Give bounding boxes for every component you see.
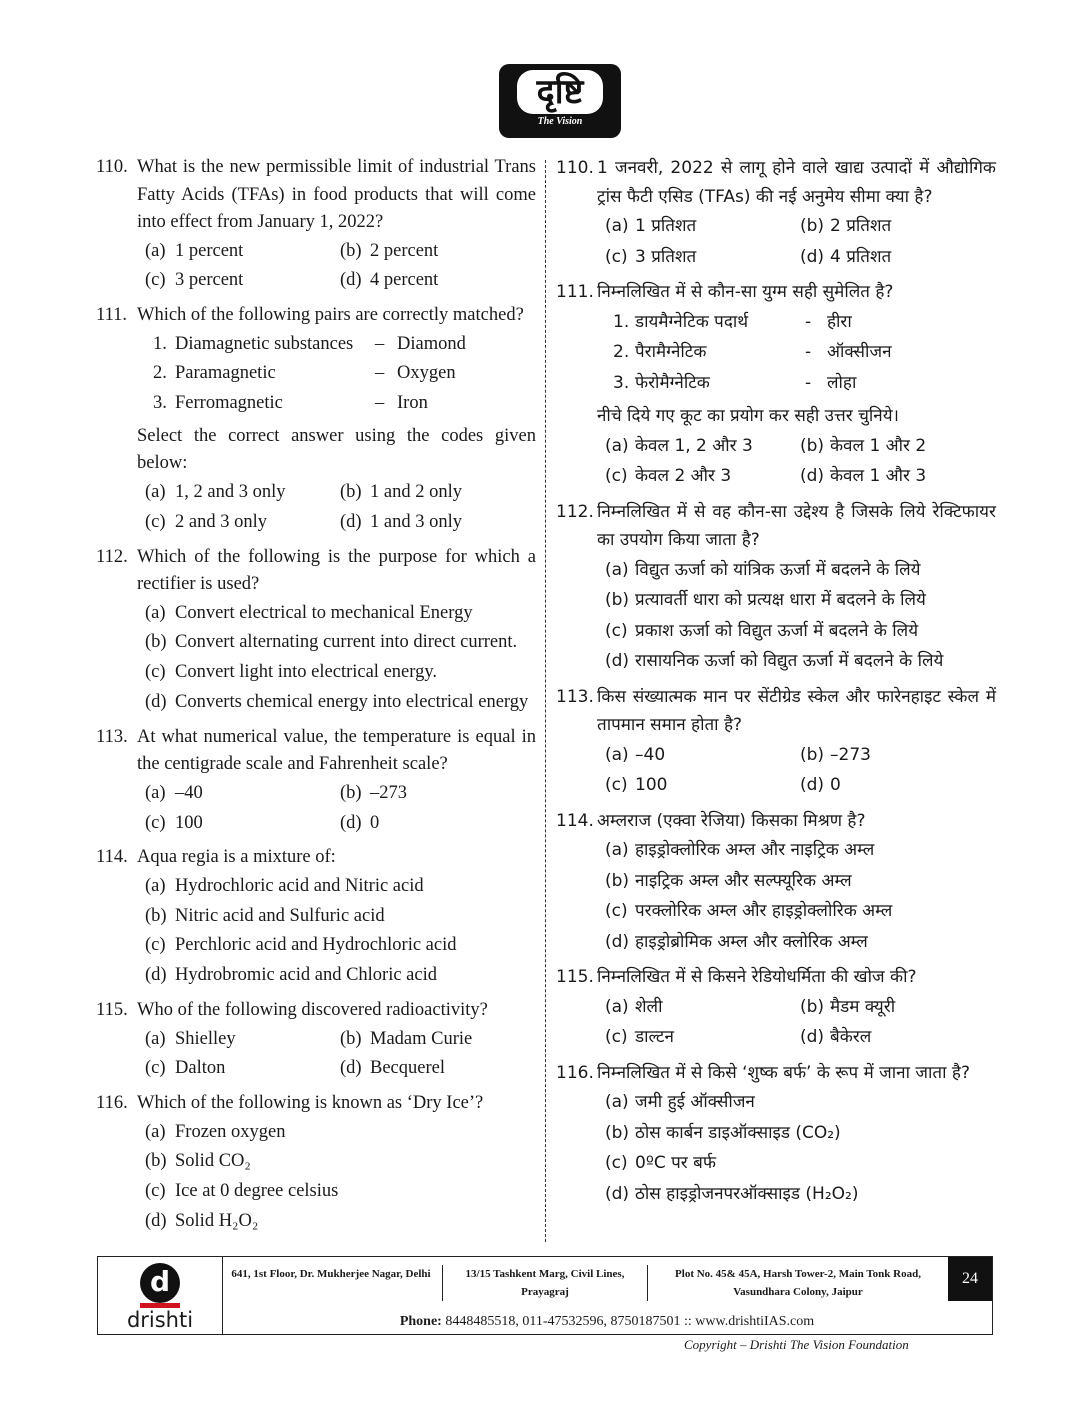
option-letter: (c) xyxy=(145,1181,166,1202)
option-letter: (a) xyxy=(605,435,629,456)
pair-number: 3. xyxy=(153,393,167,414)
phone-numbers: 8448485518, 011-47532596, 8750187501 :: www.drishtiIAS.com xyxy=(445,1314,815,1329)
option xyxy=(605,211,800,242)
option-text: Hydrobromic acid and Chloric acid xyxy=(175,965,437,986)
option-letter: (a) xyxy=(145,240,166,261)
pair-match: Diamond xyxy=(397,333,466,354)
option xyxy=(340,478,536,508)
question xyxy=(556,498,996,555)
option-text: 2 percent xyxy=(370,240,439,261)
option-text: 0ºC पर बर्फ xyxy=(635,1153,716,1173)
option xyxy=(605,927,996,958)
phone-label: Phone: xyxy=(399,1314,442,1329)
option xyxy=(605,461,800,492)
address-prayagraj: 13/15 Tashkent Marg, Civil Lines, Prayagraj xyxy=(442,1265,647,1301)
option xyxy=(605,616,996,647)
option xyxy=(800,211,996,242)
question-number: 113. xyxy=(96,726,128,747)
column-divider xyxy=(545,160,546,1242)
option-text: शेली xyxy=(635,996,663,1017)
option xyxy=(605,585,996,616)
question xyxy=(96,997,536,1025)
option-letter: (d) xyxy=(340,270,362,291)
option-letter: (a) xyxy=(605,216,629,236)
drishti-logo xyxy=(499,64,621,138)
option xyxy=(145,961,536,991)
option xyxy=(340,237,536,267)
options xyxy=(145,237,536,297)
option-letter: (b) xyxy=(340,1028,362,1049)
question-text: Which of the following pairs are correctly matched? xyxy=(137,305,524,326)
logo-text: दृष्टि xyxy=(517,70,603,114)
question-number: 113. xyxy=(556,686,594,707)
pair-row xyxy=(613,307,996,338)
option-letter: (a) xyxy=(145,602,166,623)
option-text: हाइड्रोब्रोमिक अम्ल और क्लोरिक अम्ल xyxy=(635,931,868,952)
question-block xyxy=(96,154,536,296)
question xyxy=(96,1090,536,1118)
option-text: ठोस हाइड्रोजनपरऑक्साइड (H₂O₂) xyxy=(635,1183,859,1204)
question-block xyxy=(556,278,996,492)
question xyxy=(96,724,536,779)
question xyxy=(96,844,536,872)
question xyxy=(96,544,536,599)
pair-term: डायमैग्नेटिक पदार्थ xyxy=(635,311,749,332)
option-text: Shielley xyxy=(175,1028,236,1049)
option xyxy=(340,266,536,296)
pair-term: Paramagnetic xyxy=(175,363,276,384)
option-letter: (d) xyxy=(605,651,630,671)
option-letter: (d) xyxy=(340,1058,362,1079)
option-letter: (c) xyxy=(605,1153,628,1173)
option-text: 2 प्रतिशत xyxy=(830,216,892,236)
option xyxy=(145,599,536,629)
option-letter: (d) xyxy=(800,775,825,795)
option xyxy=(605,740,800,771)
option xyxy=(145,1177,536,1207)
options xyxy=(145,1118,536,1237)
question-block xyxy=(96,1090,536,1237)
options xyxy=(605,431,996,492)
option-letter: (b) xyxy=(800,435,825,456)
options xyxy=(605,835,996,957)
question-block xyxy=(556,1059,996,1210)
option-letter: (a) xyxy=(145,481,166,502)
option-letter: (c) xyxy=(605,466,628,486)
option xyxy=(145,872,536,902)
option-letter: (d) xyxy=(340,511,362,532)
pair-term: पैरामैग्नेटिक xyxy=(635,342,707,362)
options xyxy=(145,599,536,718)
option-text: 100 xyxy=(635,775,668,795)
option xyxy=(605,896,996,927)
option xyxy=(145,931,536,961)
option xyxy=(605,1179,996,1210)
option-text: –273 xyxy=(370,782,407,803)
phone-line xyxy=(222,1314,992,1330)
option-letter: (d) xyxy=(800,246,825,267)
question-block xyxy=(96,724,536,839)
option-letter: (c) xyxy=(605,901,628,921)
pair-term: Ferromagnetic xyxy=(175,393,283,414)
option xyxy=(340,779,536,809)
option-letter: (c) xyxy=(605,775,628,795)
option-text: –273 xyxy=(830,744,871,765)
pair-term: Diamagnetic substances xyxy=(175,333,354,354)
option-text: 0 xyxy=(830,775,841,795)
question xyxy=(556,154,996,211)
pair-match: लोहा xyxy=(827,372,857,393)
option-text: केवल 2 और 3 xyxy=(635,466,732,486)
option-letter: (d) xyxy=(145,965,167,986)
select-instruction: Select the correct answer using the codes given below: xyxy=(137,425,536,474)
question-text: Who of the following discovered radioactivity? xyxy=(137,1000,488,1021)
question-block xyxy=(96,302,536,537)
option-text: रासायनिक ऊर्जा को विद्युत ऊर्जा में बदलने के लिये xyxy=(635,651,944,671)
option-letter: (a) xyxy=(605,996,629,1017)
option-letter: (d) xyxy=(145,1211,167,1232)
option xyxy=(145,688,536,718)
pair-match: ऑक्सीजन xyxy=(827,342,892,362)
question xyxy=(556,683,996,740)
footer-logo xyxy=(98,1257,223,1334)
footer-brand: drishti xyxy=(126,1308,194,1332)
option-text: Solid CO₂ xyxy=(175,1151,251,1172)
option-text: केवल 1, 2 और 3 xyxy=(635,435,753,456)
pair-dash: – xyxy=(375,393,385,414)
option-letter: (d) xyxy=(605,1183,630,1204)
option-text: 1, 2 and 3 only xyxy=(175,481,286,502)
option xyxy=(145,508,340,538)
option-text: 3 percent xyxy=(175,270,244,291)
option-text: 100 xyxy=(175,812,203,833)
option-letter: (b) xyxy=(340,240,362,261)
question-number: 112. xyxy=(96,546,128,567)
option-letter: (b) xyxy=(340,481,362,502)
option-letter: (d) xyxy=(800,1027,825,1047)
match-pairs xyxy=(153,330,536,419)
pair-dash: - xyxy=(805,342,812,362)
footer xyxy=(97,1256,993,1335)
question-block xyxy=(556,807,996,958)
option-text: –40 xyxy=(175,782,203,803)
option xyxy=(145,902,536,932)
pair-number: 2. xyxy=(613,342,630,362)
options xyxy=(605,555,996,677)
option-text: 1 and 2 only xyxy=(370,481,462,502)
option xyxy=(800,770,996,801)
question-block xyxy=(96,544,536,718)
option-text: Solid H₂O₂ xyxy=(175,1211,259,1232)
question-number: 114. xyxy=(96,847,128,868)
option-text: केवल 1 और 3 xyxy=(830,466,927,486)
option-text: 1 and 3 only xyxy=(370,511,462,532)
option-letter: (b) xyxy=(800,744,825,765)
option-text: 3 प्रतिशत xyxy=(635,246,697,267)
option-text: 2 and 3 only xyxy=(175,511,267,532)
option-text: Hydrochloric acid and Nitric acid xyxy=(175,875,424,896)
option-letter: (c) xyxy=(145,812,166,833)
question-block xyxy=(556,963,996,1053)
pair-row xyxy=(153,359,536,389)
question-text: निम्नलिखित में से किसे ‘शुष्क बर्फ’ के रूप में जाना जाता है? xyxy=(597,1062,970,1083)
option-text: 4 प्रतिशत xyxy=(830,246,892,267)
hindi-column xyxy=(556,154,996,1215)
option xyxy=(800,431,996,462)
option-text: हाइड्रोक्लोरिक अम्ल और नाइट्रिक अम्ल xyxy=(635,840,875,860)
option-text: 1 percent xyxy=(175,240,244,261)
option-letter: (a) xyxy=(145,782,166,803)
option-text: प्रकाश ऊर्जा को विद्युत ऊर्जा में बदलने के लिये xyxy=(635,620,919,641)
option-text: Convert light into electrical energy. xyxy=(175,662,437,683)
option xyxy=(605,646,996,677)
pair-dash: - xyxy=(805,311,812,332)
question-block xyxy=(96,997,536,1084)
option-text: परक्लोरिक अम्ल और हाइड्रोक्लोरिक अम्ल xyxy=(635,901,893,921)
option xyxy=(800,992,996,1023)
option-letter: (c) xyxy=(605,1027,628,1047)
pair-match: हीरा xyxy=(827,311,852,332)
option-letter: (a) xyxy=(605,1092,629,1112)
option-text: Frozen oxygen xyxy=(175,1121,286,1142)
option-letter: (a) xyxy=(145,875,166,896)
drishti-d-icon: d xyxy=(140,1263,180,1303)
option-letter: (b) xyxy=(145,1151,167,1172)
option-letter: (a) xyxy=(145,1121,166,1142)
option xyxy=(605,242,800,273)
pair-match: Oxygen xyxy=(397,363,456,384)
option xyxy=(800,1022,996,1053)
options xyxy=(145,779,536,839)
question-number: 115. xyxy=(556,967,594,987)
question xyxy=(556,807,996,836)
pair-number: 3. xyxy=(613,372,630,393)
pair-row xyxy=(153,330,536,360)
option-text: 4 percent xyxy=(370,270,439,291)
option-letter: (c) xyxy=(145,511,166,532)
option-text: 1 प्रतिशत xyxy=(635,216,697,236)
option-text: Ice at 0 degree celsius xyxy=(175,1181,339,1202)
question-text: At what numerical value, the temperature is equal in the centigrade scale and Fahrenheit scale? xyxy=(137,726,536,775)
option-letter: (d) xyxy=(340,812,362,833)
question-number: 112. xyxy=(556,501,594,522)
logo-subtitle: The Vision xyxy=(537,116,583,127)
option xyxy=(800,740,996,771)
question-block xyxy=(556,498,996,677)
pair-number: 2. xyxy=(153,363,167,384)
question-text: What is the new permissible limit of industrial Trans Fatty Acids (TFAs) in food products that will come into effect from January 1, 2022? xyxy=(137,157,536,232)
question-text: अम्लराज (एक्वा रेजिया) किसका मिश्रण है? xyxy=(597,810,866,831)
option-text: जमी हुई ऑक्सीजन xyxy=(635,1092,755,1112)
question-number: 110. xyxy=(556,158,594,178)
question-number: 114. xyxy=(556,810,594,831)
options xyxy=(605,1087,996,1209)
option-text: केवल 1 और 2 xyxy=(830,435,927,456)
copyright: Copyright – Drishti The Vision Foundation xyxy=(684,1337,909,1352)
option-letter: (d) xyxy=(605,931,630,952)
pair-row xyxy=(613,368,996,399)
option xyxy=(145,1207,536,1237)
options xyxy=(605,740,996,801)
option xyxy=(340,809,536,839)
option xyxy=(605,555,996,586)
option-letter: (b) xyxy=(605,870,630,891)
match-pairs xyxy=(613,307,996,399)
option-letter: (c) xyxy=(145,270,166,291)
question-text: Which of the following is the purpose for which a rectifier is used? xyxy=(137,546,536,595)
question xyxy=(556,278,996,307)
pair-dash: – xyxy=(375,333,385,354)
option xyxy=(605,770,800,801)
pair-dash: – xyxy=(375,363,385,384)
options xyxy=(605,992,996,1053)
option xyxy=(800,242,996,273)
option xyxy=(145,809,340,839)
pair-number: 1. xyxy=(153,333,167,354)
pair-match: Iron xyxy=(397,393,428,414)
option-letter: (b) xyxy=(800,996,825,1017)
option-text: 0 xyxy=(370,812,380,833)
option-text: विद्युत ऊर्जा को यांत्रिक ऊर्जा में बदलने के लिये xyxy=(635,559,921,580)
option xyxy=(605,1148,996,1179)
question xyxy=(556,963,996,992)
question-text: किस संख्यात्मक मान पर सेंटीग्रेड स्केल और फारेनहाइट स्केल में तापमान समान होता है? xyxy=(597,686,996,735)
option-text: –40 xyxy=(635,744,666,765)
option-text: Dalton xyxy=(175,1058,226,1079)
question xyxy=(96,302,536,330)
options xyxy=(145,478,536,538)
option xyxy=(145,779,340,809)
option xyxy=(340,508,536,538)
option-letter: (b) xyxy=(605,590,630,610)
option xyxy=(145,1025,340,1055)
option-letter: (d) xyxy=(145,691,167,712)
option xyxy=(605,1022,800,1053)
option xyxy=(605,866,996,897)
question-text: निम्नलिखित में से कौन-सा युग्म सही सुमेलित है? xyxy=(597,282,894,302)
english-column xyxy=(96,154,536,1243)
question-text: Aqua regia is a mixture of: xyxy=(137,847,336,868)
option-letter: (a) xyxy=(145,1028,166,1049)
option xyxy=(605,1087,996,1118)
option xyxy=(340,1025,536,1055)
option-text: ठोस कार्बन डाइऑक्साइड (CO₂) xyxy=(635,1122,841,1143)
option-letter: (d) xyxy=(800,466,825,486)
option xyxy=(145,266,340,296)
option xyxy=(605,992,800,1023)
pair-row xyxy=(153,389,536,419)
question-block xyxy=(96,844,536,991)
option-text: नाइट्रिक अम्ल और सल्फ्यूरिक अम्ल xyxy=(635,870,852,891)
option-text: Nitric acid and Sulfuric acid xyxy=(175,905,385,926)
question-text: निम्नलिखित में से किसने रेडियोधर्मिता की खोज की? xyxy=(597,967,917,987)
option-letter: (b) xyxy=(800,216,825,236)
question-number: 116. xyxy=(96,1093,128,1114)
question-text: 1 जनवरी, 2022 से लागू होने वाले खाद्य उत्पादों में औद्योगिक ट्रांस फैटी एसिड (TFAs) की नई अनुमेय सीमा क्या है? xyxy=(597,158,996,207)
option-text: प्रत्यावर्ती धारा को प्रत्यक्ष धारा में बदलने के लिये xyxy=(635,590,926,610)
option-text: Convert electrical to mechanical Energy xyxy=(175,602,473,623)
option-letter: (b) xyxy=(145,905,167,926)
pair-dash: - xyxy=(805,372,812,393)
option xyxy=(605,835,996,866)
pair-number: 1. xyxy=(613,311,630,332)
page-number: 24 xyxy=(948,1257,992,1301)
option-text: Perchloric acid and Hydrochloric acid xyxy=(175,935,457,956)
question-text: Which of the following is known as ‘Dry Ice’? xyxy=(137,1093,484,1114)
option-letter: (c) xyxy=(145,935,166,956)
option xyxy=(145,658,536,688)
pair-term: फेरोमैग्नेटिक xyxy=(635,372,710,393)
question-number: 110. xyxy=(96,157,128,177)
option xyxy=(145,237,340,267)
option-letter: (a) xyxy=(605,840,629,860)
option xyxy=(605,1118,996,1149)
option xyxy=(605,431,800,462)
option xyxy=(340,1054,536,1084)
options xyxy=(145,1025,536,1085)
select-instruction: नीचे दिये गए कूट का प्रयोग कर सही उत्तर चुनिये। xyxy=(597,406,900,426)
option-text: Convert alternating current into direct current. xyxy=(175,632,518,653)
option-text: Converts chemical energy into electrical energy xyxy=(175,691,529,712)
option-letter: (c) xyxy=(145,1058,166,1079)
option-letter: (b) xyxy=(145,632,167,653)
question-block xyxy=(556,683,996,801)
option-text: मैडम क्यूरी xyxy=(830,996,896,1017)
option xyxy=(800,461,996,492)
option-letter: (b) xyxy=(340,782,362,803)
option-letter: (a) xyxy=(605,744,629,765)
question-number: 115. xyxy=(96,1000,128,1021)
option-letter: (c) xyxy=(605,246,628,267)
question xyxy=(96,154,536,237)
option-text: Madam Curie xyxy=(370,1028,473,1049)
question-number: 116. xyxy=(556,1062,594,1083)
question-number: 111. xyxy=(556,282,594,302)
question-block xyxy=(556,154,996,272)
address-jaipur: Plot No. 45& 45A, Harsh Tower-2, Main Tonk Road, Vasundhara Colony, Jaipur xyxy=(647,1265,948,1301)
question xyxy=(556,1059,996,1088)
option-letter: (a) xyxy=(605,559,629,580)
option xyxy=(145,1147,536,1177)
option-letter: (b) xyxy=(605,1122,630,1143)
option-letter: (c) xyxy=(145,662,166,683)
option xyxy=(145,628,536,658)
option xyxy=(145,1118,536,1148)
options xyxy=(145,872,536,991)
option-text: डाल्टन xyxy=(635,1027,674,1047)
option-text: बैकेरल xyxy=(830,1027,872,1047)
question-text: निम्नलिखित में से वह कौन-सा उद्देश्य है जिसके लिये रेक्टिफायर का उपयोग किया जाता है? xyxy=(597,501,996,550)
question-number: 111. xyxy=(96,305,128,326)
pair-row xyxy=(613,337,996,368)
option-letter: (c) xyxy=(605,620,628,641)
option-text: Becquerel xyxy=(370,1058,445,1079)
option xyxy=(145,1054,340,1084)
options xyxy=(605,211,996,272)
address-delhi: 641, 1st Floor, Dr. Mukherjee Nagar, Delhi xyxy=(231,1268,431,1280)
option xyxy=(145,478,340,508)
